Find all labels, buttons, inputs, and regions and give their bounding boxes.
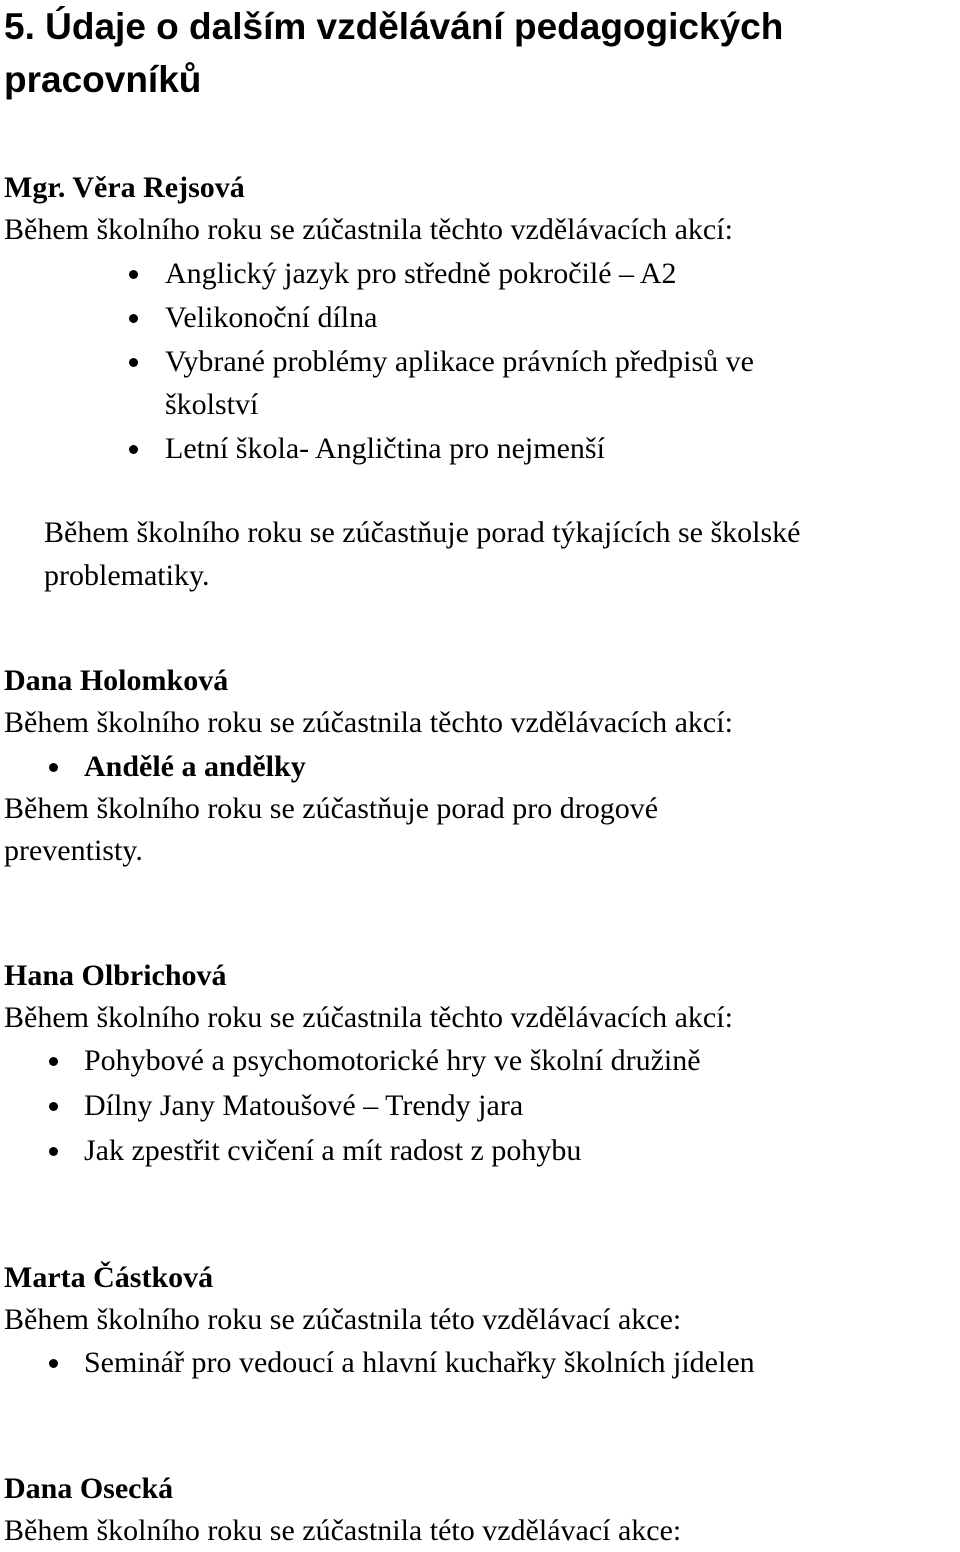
person-name: Dana Holomková: [4, 664, 229, 697]
person-note: Během školního roku se zúčastňuje porad pro drogové: [4, 792, 659, 825]
bullet-icon: [49, 1147, 58, 1156]
person-name: Mgr. Věra Rejsová: [4, 171, 245, 204]
list-item: Vybrané problémy aplikace právních předpisů ve: [165, 345, 754, 378]
person-intro: Během školního roku se zúčastnila těchto vzdělávacích akcí:: [4, 1001, 733, 1034]
person-note: Během školního roku se zúčastňuje porad týkajících se školské: [44, 516, 801, 549]
list-item: Letní škola- Angličtina pro nejmenší: [165, 432, 605, 465]
person-name: Dana Osecká: [4, 1472, 174, 1505]
list-item: Andělé a andělky: [84, 750, 306, 783]
person-name: Hana Olbrichová: [4, 959, 227, 992]
list-item: Jak zpestřit cvičení a mít radost z pohybu: [84, 1134, 582, 1167]
bullet-icon: [49, 763, 58, 772]
list-item: Seminář pro vedoucí a hlavní kuchařky školních jídelen: [84, 1346, 755, 1379]
bullet-icon: [129, 358, 138, 367]
list-item: Velikonoční dílna: [165, 301, 378, 334]
bullet-icon: [129, 270, 138, 279]
list-item: Anglický jazyk pro středně pokročilé – A2: [165, 257, 677, 290]
bullet-icon: [129, 314, 138, 323]
bullet-icon: [49, 1102, 58, 1111]
bullet-icon: [49, 1359, 58, 1368]
list-item: Pohybové a psychomotorické hry ve školní družině: [84, 1044, 701, 1077]
bullet-icon: [49, 1057, 58, 1066]
person-name: Marta Částková: [4, 1261, 214, 1294]
person-note-continued: problematiky.: [44, 559, 210, 592]
person-intro: Během školního roku se zúčastnila těchto vzdělávacích akcí:: [4, 213, 733, 246]
list-item: Dílny Jany Matoušové – Trendy jara: [84, 1089, 524, 1122]
person-intro: Během školního roku se zúčastnila těchto vzdělávacích akcí:: [4, 706, 733, 739]
person-note-continued: preventisty.: [4, 834, 143, 867]
person-intro: Během školního roku se zúčastnila této vzdělávací akce:: [4, 1514, 682, 1547]
section-title: 5. Údaje o dalším vzdělávání pedagogických: [4, 6, 784, 47]
bullet-icon: [129, 445, 138, 454]
list-item-continued: školství: [165, 388, 259, 421]
person-intro: Během školního roku se zúčastnila této vzdělávací akce:: [4, 1303, 682, 1336]
section-title-continued: pracovníků: [4, 59, 202, 100]
